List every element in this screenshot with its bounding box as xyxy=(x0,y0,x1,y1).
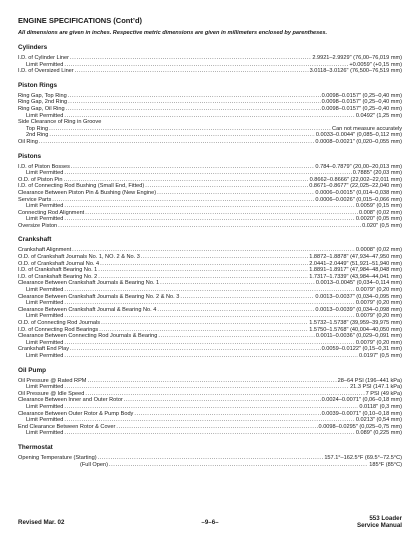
spec-value: 1.5732–1.5738" (39,959–39,975 mm) xyxy=(309,320,402,326)
spec-row xyxy=(18,113,402,120)
dot-leader xyxy=(64,287,355,294)
spec-label: Oil Pressure @ Idle Speed xyxy=(18,390,85,397)
dot-leader xyxy=(98,274,308,281)
spec-value: Can not measure accurately xyxy=(332,125,402,132)
dot-leader xyxy=(75,68,309,75)
spec-label: Ring Gap, Oil Ring xyxy=(18,105,65,112)
dot-leader xyxy=(160,280,315,287)
spec-row xyxy=(18,183,402,190)
spec-row xyxy=(18,203,402,210)
spec-value: 0.0013–0.0039" (0,034–0,098 mm) xyxy=(315,306,402,313)
spec-value: 0.0011–0.0036" (0,029–0,091 mm) xyxy=(315,333,402,340)
spec-value: 1.8872–1.8878" (47,934–47,950 mm) xyxy=(309,254,402,261)
dot-leader xyxy=(64,216,355,223)
dot-leader xyxy=(98,267,308,274)
spec-row xyxy=(18,346,402,353)
spec-label: 2nd Ring xyxy=(26,132,49,139)
dot-leader xyxy=(58,223,361,230)
dot-leader xyxy=(85,391,364,398)
spec-label: Limit Permitted xyxy=(26,216,64,223)
dot-leader xyxy=(68,93,321,100)
spec-label: Oversize Piston xyxy=(18,222,58,229)
spec-label: Limit Permitted xyxy=(26,112,64,119)
spec-label: Limit Permitted xyxy=(26,352,64,359)
spec-row xyxy=(18,99,402,106)
dot-leader xyxy=(180,294,314,301)
spec-row xyxy=(18,223,402,230)
spec-label: Limit Permitted xyxy=(26,170,64,177)
dot-leader xyxy=(64,430,355,437)
dot-leader xyxy=(64,417,355,424)
dot-leader xyxy=(158,333,315,340)
spec-row xyxy=(18,378,402,385)
spec-list xyxy=(18,378,402,437)
spec-label: Crankshaft End Play xyxy=(18,346,69,353)
spec-label: Limit Permitted xyxy=(26,403,64,410)
spec-value: 1.5750–1.5768" (40,004–40,050 mm) xyxy=(309,326,402,333)
spec-value: 28–64 PSI (196–441 kPa) xyxy=(337,377,402,384)
spec-value: 0.0013–0.0037" (0,034–0,095 mm) xyxy=(315,293,402,300)
dot-leader xyxy=(134,411,320,418)
spec-value: 0.8671–0.8677" (22,025–22,040 mm) xyxy=(309,183,402,190)
dot-leader xyxy=(64,340,355,347)
spec-label: Limit Permitted xyxy=(26,203,64,210)
spec-value: 0.0197" (0,5 mm) xyxy=(358,352,402,359)
spec-value: 0.0008" (0,02 mm) xyxy=(355,247,402,254)
dot-leader xyxy=(109,462,368,469)
spec-label: I.D. of Connecting Rod Bearings xyxy=(18,326,99,333)
spec-value: 0.0059" (0,15 mm) xyxy=(355,203,402,210)
spec-row xyxy=(18,261,402,268)
dot-leader xyxy=(98,455,324,462)
model-name: 553 Loader xyxy=(369,515,402,522)
manual-title xyxy=(357,515,402,529)
spec-row xyxy=(18,307,402,314)
spec-label: O.D. of Crankshaft Journals No. 1, NO. 2 & No. 3 xyxy=(18,254,140,261)
spec-label: Limit Permitted xyxy=(26,61,64,68)
dot-leader xyxy=(64,62,348,69)
spec-row xyxy=(18,62,402,69)
page-number: –9–6– xyxy=(201,519,219,526)
spec-list xyxy=(18,247,402,359)
spec-row xyxy=(18,417,402,424)
spec-value: 2.0441–2.0449" (51,921–51,940 mm) xyxy=(309,260,402,267)
spec-list xyxy=(18,93,402,146)
spec-value: 0.0098–0.0157" (0,25–0,40 mm) xyxy=(321,105,402,112)
spec-label: Opening Temperature (Starting) xyxy=(18,454,97,461)
spec-label: I.D. of Connecting Rod Bushing (Small End, Fitted) xyxy=(18,183,145,190)
spec-label: Limit Permitted xyxy=(26,430,64,437)
dot-leader xyxy=(64,170,351,177)
spec-value: 0.0020" (0,05 mm) xyxy=(355,216,402,223)
dot-leader xyxy=(71,164,315,171)
spec-row xyxy=(18,294,402,301)
section-heading: Thermostat xyxy=(18,443,53,451)
spec-row xyxy=(18,197,402,204)
spec-label: O.D. of Crankshaft Journal No. 4 xyxy=(18,260,100,267)
spec-row xyxy=(18,340,402,347)
spec-label: Oil Ring xyxy=(18,138,38,145)
spec-label: Limit Permitted xyxy=(26,384,64,391)
spec-label: Limit Permitted xyxy=(26,339,64,346)
spec-value: 0.089" (0,225 mm) xyxy=(355,430,402,437)
spec-value: 0.0033–0.0044" (0,085–0,112 mm) xyxy=(315,132,402,139)
spec-label: Clearance Between Inner and Outer Rotor xyxy=(18,397,123,404)
spec-row xyxy=(18,313,402,320)
spec-row xyxy=(18,462,402,469)
dot-leader xyxy=(49,126,331,133)
spec-row xyxy=(18,119,402,126)
page-title: ENGINE SPECIFICATIONS (Cont’d) xyxy=(18,16,143,25)
spec-label: Limit Permitted xyxy=(26,287,64,294)
spec-label: O.D. of Piston Pin xyxy=(18,176,63,183)
spec-label: I.D. of Oversized Liner xyxy=(18,68,74,75)
spec-row xyxy=(18,247,402,254)
dot-leader xyxy=(68,99,321,106)
spec-value: 0.008" (0,02 mm) xyxy=(358,209,402,216)
spec-value: 0.7885" (20,03 mm) xyxy=(352,170,402,177)
spec-page xyxy=(18,16,402,468)
spec-value: 0.0098–0.0157" (0,25–0,40 mm) xyxy=(321,99,402,106)
spec-row xyxy=(18,139,402,146)
spec-value: 0.0079" (0,20 mm) xyxy=(355,300,402,307)
spec-row xyxy=(18,93,402,100)
dot-leader xyxy=(145,183,308,190)
dot-leader xyxy=(49,132,314,139)
spec-label: O.D. of Connecting Rod Journals xyxy=(18,320,101,326)
dot-leader xyxy=(100,261,308,268)
spec-row xyxy=(18,274,402,281)
dot-leader xyxy=(157,190,314,197)
dot-leader xyxy=(39,139,315,146)
dot-leader xyxy=(64,203,355,210)
spec-row xyxy=(18,177,402,184)
spec-value: 2.9921–2.9929" (76,00–76,019 mm) xyxy=(312,55,402,61)
spec-value: 21.3 PSI (147.1 kPa) xyxy=(350,384,402,391)
manual-name: Service Manual xyxy=(356,522,402,529)
spec-label: I.D. of Piston Bosses xyxy=(18,163,70,170)
spec-value: 0.0013–0.0045" (0,034–0,114 mm) xyxy=(315,280,402,287)
spec-label: Clearance Between Outer Rotor & Pump Body xyxy=(18,410,134,417)
section-heading: Cylinders xyxy=(18,44,48,51)
spec-label: Oil Pressure @ Rated RPM xyxy=(18,377,87,384)
dot-leader xyxy=(64,300,355,307)
spec-row xyxy=(18,320,402,327)
dot-leader xyxy=(70,55,311,62)
spec-value: 0.0213" (0,54 mm) xyxy=(355,417,402,424)
section-heading: Oil Pump xyxy=(18,366,47,374)
spec-value: 0.0118" (0,3 mm) xyxy=(359,403,402,410)
spec-value: 7 PSI (49 kPa) xyxy=(365,390,402,397)
spec-label: Limit Permitted xyxy=(26,313,64,320)
spec-row xyxy=(18,384,402,391)
spec-row xyxy=(18,210,402,217)
dot-leader xyxy=(52,197,314,204)
spec-label: Clearance Between Connecting Rod Journals & Bearing xyxy=(18,333,158,340)
dot-leader xyxy=(64,313,355,320)
dot-leader xyxy=(124,397,321,404)
spec-row xyxy=(18,170,402,177)
spec-label: I.D. of Cylinder Liner xyxy=(18,55,69,61)
spec-value: 0.0024–0.0071" (0,06–0,18 mm) xyxy=(321,397,402,404)
spec-row xyxy=(18,164,402,171)
spec-row xyxy=(18,106,402,113)
spec-row xyxy=(18,254,402,261)
spec-value: 0.0039–0.0071" (0,10–0,18 mm) xyxy=(321,410,402,417)
spec-sections xyxy=(18,44,402,468)
dot-leader xyxy=(63,177,308,184)
spec-row xyxy=(18,455,402,462)
spec-row xyxy=(18,397,402,404)
dot-leader xyxy=(72,247,355,254)
spec-value: 0.0006–0.0015" (0,014–0,038 mm) xyxy=(315,189,402,196)
spec-value: 0.0008–0.0021" (0,020–0,055 mm) xyxy=(315,138,402,145)
spec-value: 0.0098–0.0295" (0,025–0,75 mm) xyxy=(318,423,402,430)
spec-row xyxy=(18,68,402,75)
spec-list xyxy=(18,55,402,75)
spec-value: +0.0059" (+0,15 mm) xyxy=(349,61,402,68)
spec-value: 0.0098–0.0157" (0,25–0,40 mm) xyxy=(321,92,402,99)
dot-leader xyxy=(99,327,308,334)
spec-value: 1.8891–1.8917" (47,984–48,048 mm) xyxy=(309,267,402,274)
spec-list xyxy=(18,455,402,468)
spec-list xyxy=(18,164,402,230)
spec-row xyxy=(18,404,402,411)
spec-row xyxy=(18,333,402,340)
dot-leader xyxy=(64,404,358,411)
spec-row xyxy=(18,267,402,274)
spec-value: 157.1°–162.5°F (69.5°–72.5°C) xyxy=(324,454,402,461)
spec-label: Side Clearance of Ring in Groove xyxy=(18,119,102,126)
spec-value: 0.0006–0.0026" (0,015–0,066 mm) xyxy=(315,196,402,203)
spec-label: Connecting Rod Alignment xyxy=(18,209,85,216)
section-heading: Piston Rings xyxy=(18,81,58,89)
spec-value: 0.020" (0,5 mm) xyxy=(362,222,402,229)
section-heading: Crankshaft xyxy=(18,236,52,244)
dot-leader xyxy=(101,320,308,327)
spec-row xyxy=(18,391,402,398)
dot-leader xyxy=(157,307,314,314)
spec-row xyxy=(18,132,402,139)
spec-value: 0.0079" (0,20 mm) xyxy=(355,287,402,294)
spec-label: Service Parts xyxy=(18,196,52,203)
page-footer xyxy=(18,515,402,533)
spec-row xyxy=(18,126,402,133)
spec-row xyxy=(18,287,402,294)
spec-row xyxy=(18,216,402,223)
dot-leader xyxy=(66,106,321,113)
spec-row xyxy=(18,190,402,197)
spec-value: 0.8662–0.8666" (22,002–22,011 mm) xyxy=(309,176,402,183)
dot-leader xyxy=(116,424,317,431)
dot-leader xyxy=(85,210,358,217)
spec-label: Limit Permitted xyxy=(26,417,64,424)
spec-row xyxy=(18,300,402,307)
spec-value: 0.0492" (1,25 mm) xyxy=(355,112,402,119)
spec-label: Crankshaft Alignment xyxy=(18,247,72,254)
spec-value: 0.784–0.7879" (20,00–20,013 mm) xyxy=(315,163,402,170)
section-heading: Pistons xyxy=(18,152,42,160)
dot-leader xyxy=(70,346,321,353)
dot-leader xyxy=(64,384,349,391)
spec-row xyxy=(18,280,402,287)
spec-label: Clearance Between Crankshaft Journals & Bearing No. 2 & No. 3 xyxy=(18,293,180,300)
spec-label: Limit Permitted xyxy=(26,300,64,307)
spec-row xyxy=(18,55,402,62)
spec-row xyxy=(18,424,402,431)
spec-label: End Clearance Between Rotor & Cover xyxy=(18,423,116,430)
spec-label: (Full Open) xyxy=(80,461,108,468)
spec-label: Ring Gap, Top Ring xyxy=(18,92,67,99)
spec-label: I.D. of Crankshaft Bearing No. 2 xyxy=(18,273,98,280)
spec-label: Clearance Between Piston Pin & Bushing (New Engine) xyxy=(18,189,157,196)
spec-label: I.D. of Crankshaft Bearing No. 1 xyxy=(18,267,98,274)
dot-leader xyxy=(64,113,355,120)
spec-label: Clearance Between Crankshaft Journal & Bearing No. 4 xyxy=(18,306,157,313)
revision-date: Revised Mar. 02 xyxy=(18,519,65,526)
spec-value: 0.0079" (0,20 mm) xyxy=(355,313,402,320)
spec-row xyxy=(18,430,402,437)
spec-row xyxy=(18,353,402,360)
spec-value: 1.7317–1.7339" (43,984–44,041 mm) xyxy=(309,273,402,280)
spec-value: 0.0059–0.0122" (0,15–0,31 mm) xyxy=(321,346,402,353)
spec-value: 185°F (85°C) xyxy=(369,461,402,468)
spec-value: 3.0118–3.0126" (76,500–76,519 mm) xyxy=(309,68,402,75)
dot-leader xyxy=(87,378,336,385)
dot-leader xyxy=(64,353,358,360)
spec-label: Clearance Between Crankshaft Journals & Bearing No. 1 xyxy=(18,280,160,287)
spec-row xyxy=(18,411,402,418)
dot-leader xyxy=(141,254,308,261)
spec-label: Top Ring xyxy=(26,125,49,132)
spec-label: Ring Gap, 2nd Ring xyxy=(18,99,68,106)
spec-row xyxy=(18,327,402,334)
spec-value: 0.0079" (0,20 mm) xyxy=(355,339,402,346)
units-note: All dimensions are given in inches. Respective metric dimensions are given in millimeters enclosed by parentheses. xyxy=(18,30,328,36)
